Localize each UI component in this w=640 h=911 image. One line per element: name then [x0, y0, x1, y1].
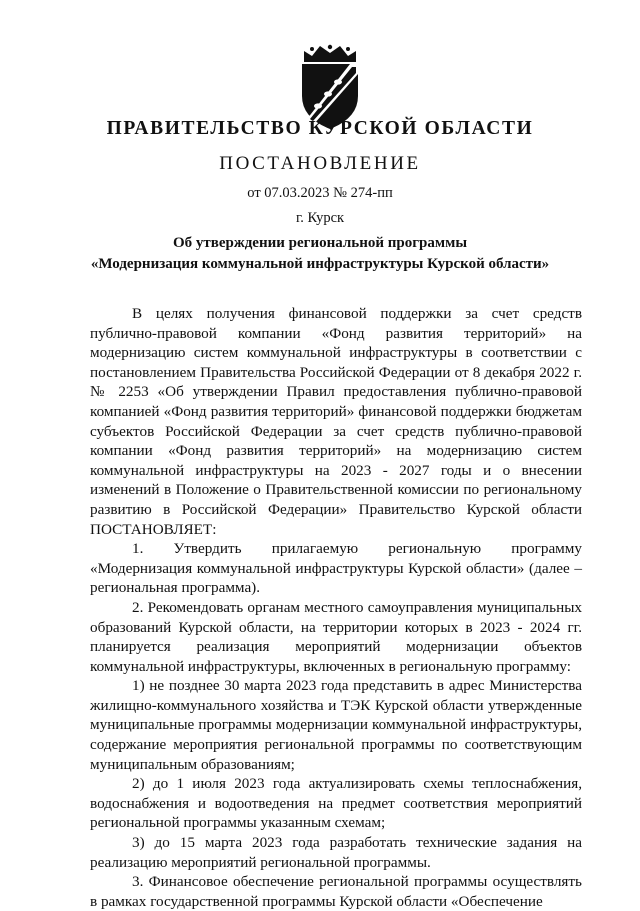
- date-and-number: от 07.03.2023 № 274-пп: [247, 185, 393, 201]
- city: г. Курск: [295, 210, 345, 226]
- government-name: ПРАВИТЕЛЬСТВО КУРСКОЙ ОБЛАСТИ: [106, 118, 534, 139]
- document-body: [90, 304, 582, 911]
- paragraph-preamble: В целях получения финансовой поддержки за счет средств публично-правовой компании «Фонд развития территорий» на модернизацию систем коммунальной инфраструктуры в соответствии с постановлением Правительства Российской Федерации от 8 декабря 2022 г. № 2253 «Об утверждении Правил предоставления публично-правовой компанией «Фонд развития территорий» финансовой поддержки бюджетам субъектов Российской Федерации за счет средств публично-правовой компании «Фонд развития территорий» на модернизацию систем коммунальной инфраструктуры на 2023 - 2027 годы и о внесении изменений в Положение о Правительственной комиссии по региональному развитию в Российской Федерации» Правительство Курской области ПОСТАНОВЛЯЕТ:: [90, 305, 582, 538]
- document-title-line-2: «Модернизация коммунальной инфраструктуры Курской области»: [90, 256, 550, 272]
- paragraph-subitem-3: 3) до 15 марта 2023 года разработать технические задания на реализацию мероприятий региональной программы.: [90, 834, 582, 871]
- paragraph-subitem-2: 2) до 1 июля 2023 года актуализировать схемы теплоснабжения, водоснабжения и водоотведения на предмет соответствия мероприятий региональной программы указанным схемам;: [90, 775, 582, 832]
- document-title-line-1: Об утверждении региональной программы: [172, 235, 468, 251]
- paragraph-item-1: 1. Утвердить прилагаемую региональную программу «Модернизация коммунальной инфраструктуры Курской области» (далее – региональная программа).: [90, 540, 582, 597]
- paragraph-subitem-1: 1) не позднее 30 марта 2023 года представить в адрес Министерства жилищно-коммунального хозяйства и ТЭК Курской области утвержденные муниципальные программы модернизации коммунальной инфраструктуры, содержание мероприятия региональной программы по соответствующим муниципальным образованиям;: [90, 677, 582, 773]
- paragraph-item-3: 3. Финансовое обеспечение региональной программы осуществлять в рамках государственной программы Курской области «Обеспечение: [90, 873, 582, 910]
- paragraph-item-2: 2. Рекомендовать органам местного самоуправления муниципальных образований Курской области, на территории которых в 2023 - 2024 гг. планируется реализация мероприятий модернизации объектов коммунальной инфраструктуры, включенных в региональную программу:: [90, 598, 582, 675]
- document-type: ПОСТАНОВЛЕНИЕ: [219, 153, 421, 174]
